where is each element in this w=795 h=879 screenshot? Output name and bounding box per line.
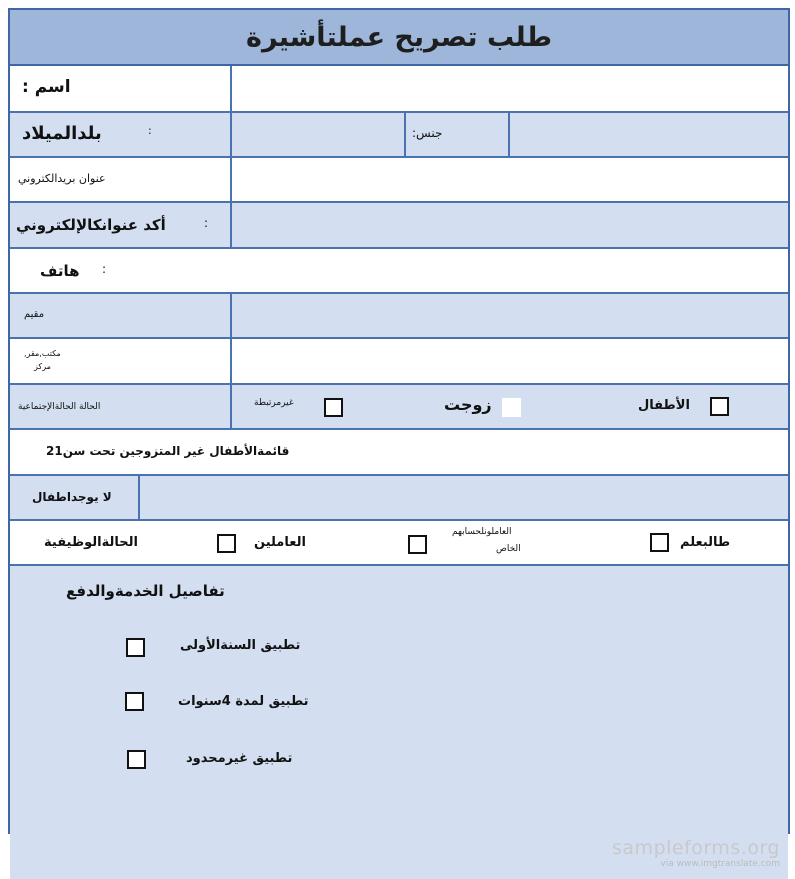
watermark-via: via www.imgtranslate.com: [660, 859, 780, 869]
marital-status-label: الحالة الحالةالإجتماعية: [18, 402, 101, 412]
unrelated-option-label: غيرمرتبطة: [254, 398, 294, 408]
form-title: طلب تصريح عملتأشيرة: [10, 10, 788, 66]
employment-status-row: [10, 521, 788, 566]
no-children-label: لا يوجداطفال: [32, 490, 112, 504]
resident-input[interactable]: [230, 294, 788, 337]
children-list-label: قائمةالأطفال غير المتزوجين تحت سن21: [46, 444, 290, 458]
office-label-line2: مركز: [34, 362, 51, 371]
no-children-input[interactable]: [138, 476, 788, 519]
birthplace-input[interactable]: [230, 113, 404, 156]
unrelated-checkbox[interactable]: [324, 398, 343, 417]
name-input[interactable]: [230, 66, 788, 111]
name-label: اسم :: [22, 77, 71, 97]
self-employed-checkbox[interactable]: [408, 535, 427, 554]
self-employed-label-line1: العاملونلحسابهم: [452, 527, 512, 537]
married-checkbox[interactable]: [502, 398, 521, 417]
unlimited-checkbox[interactable]: [127, 750, 146, 769]
four-years-option-label: تطبيق لمدة 4سنوات: [178, 694, 309, 709]
children-option-label: الأطفال: [638, 398, 690, 413]
gender-input[interactable]: [508, 113, 788, 156]
no-children-row: [10, 476, 788, 521]
first-year-option-label: تطبيق السنةالأولى: [180, 638, 301, 653]
self-employed-label-line2: الخاص: [496, 544, 521, 554]
watermark-site: sampleforms.org: [612, 837, 780, 859]
married-option-label: زوجت: [444, 395, 492, 414]
confirm-email-input[interactable]: [230, 203, 788, 247]
email-row: [10, 158, 788, 203]
student-checkbox[interactable]: [650, 533, 669, 552]
office-label-line1: مكتب,مقر,: [24, 349, 61, 358]
employees-checkbox[interactable]: [217, 534, 236, 553]
birthplace-colon: :: [148, 124, 152, 137]
resident-row: [10, 294, 788, 339]
student-option-label: طالبعلم: [680, 535, 731, 550]
name-row: [10, 66, 788, 113]
four-years-checkbox[interactable]: [125, 692, 144, 711]
birthplace-label: بلدالميلاد: [22, 123, 102, 144]
first-year-checkbox[interactable]: [126, 638, 145, 657]
marital-options: [230, 385, 788, 428]
email-input[interactable]: [230, 158, 788, 201]
confirm-email-label: أكد عنوانكالإلكتروني: [16, 216, 166, 234]
service-payment-section: [10, 566, 788, 879]
phone-colon: :: [102, 262, 107, 276]
phone-row[interactable]: [10, 249, 788, 294]
marital-status-row: [10, 385, 788, 430]
gender-label: جنس:: [412, 126, 443, 140]
watermark: [612, 837, 780, 869]
employment-status-label: الحالةالوظيفية: [44, 535, 138, 550]
employees-option-label: العاملين: [254, 535, 306, 550]
service-heading: تفاصيل الخدمةوالدفع: [66, 582, 225, 600]
office-input[interactable]: [230, 339, 788, 383]
children-checkbox[interactable]: [710, 397, 729, 416]
children-list-row[interactable]: [10, 430, 788, 476]
confirm-email-row: [10, 203, 788, 249]
phone-label: هاتف: [40, 262, 80, 280]
visa-work-permit-form: [8, 8, 790, 869]
office-row: [10, 339, 788, 385]
confirm-email-colon: :: [204, 216, 209, 230]
birthplace-gender-row: [10, 113, 788, 158]
email-label: عنوان بريدالكتروني: [18, 172, 106, 185]
unlimited-option-label: تطبيق غيرمحدود: [186, 751, 293, 766]
gender-label-cell: [404, 113, 508, 156]
resident-label: مقيم: [24, 309, 45, 320]
